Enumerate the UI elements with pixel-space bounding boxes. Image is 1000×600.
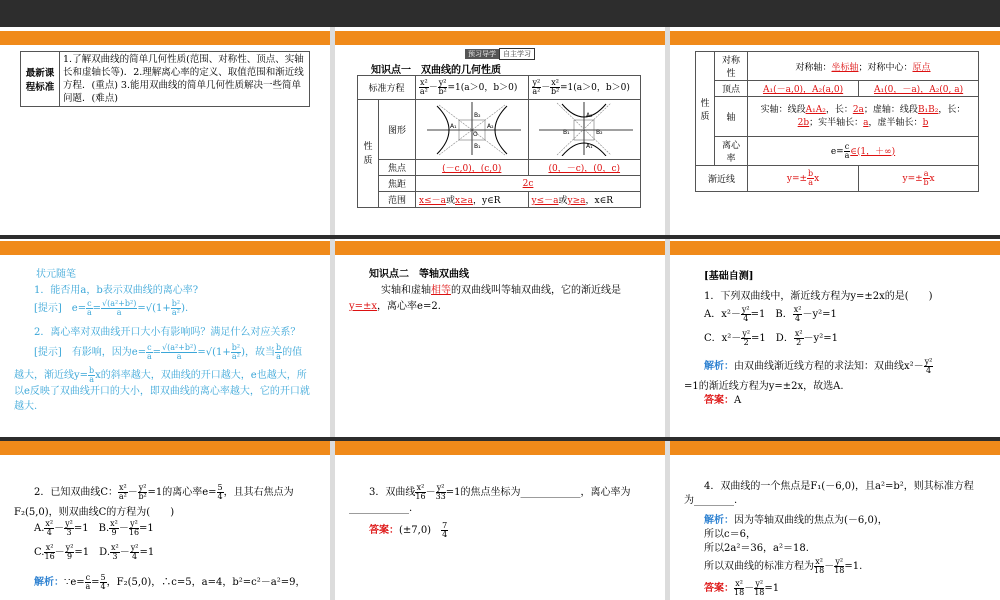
svg-text:A₁: A₁ — [449, 123, 457, 130]
tag-self-study: 自主学习 — [499, 48, 535, 60]
ecc-label: 离心率 — [715, 137, 748, 166]
slide-question-3[interactable] — [335, 441, 665, 600]
question-4-cont: 为________. — [684, 495, 738, 506]
hyperbola-vertical-graph — [529, 100, 639, 156]
sym-label: 对称性 — [715, 52, 748, 81]
slide-self-test-1[interactable] — [670, 241, 1000, 437]
answer-1: 答案：A — [704, 395, 742, 406]
equilateral-def-line2: y=±x，离心率e=2. — [349, 301, 441, 312]
notes-title: 状元随笔 — [36, 269, 76, 280]
svg-text:O: O — [472, 131, 478, 138]
prop-label: 性质 — [696, 52, 715, 166]
slide-header-bar — [335, 441, 665, 455]
slide-header-bar — [335, 241, 665, 255]
svg-text:B₁: B₁ — [473, 143, 481, 150]
self-test-title: [基础自测] — [704, 271, 754, 282]
solution-4-line3: 所以2a²＝36，a²＝18. — [704, 543, 809, 554]
hyperbola-horizontal-graph — [417, 100, 527, 156]
slide-header-bar — [335, 31, 665, 45]
note-question-1: 1．能否用a，b表示双曲线的离心率? — [34, 285, 199, 296]
solution-1-cont: =1的渐近线方程为y=±2x，故选A. — [684, 381, 844, 392]
std-eq-1: $\frac{\text{x²}}{\text{a²}}$ － $\frac{\text{y²}}{\text{b²}}$ =1(a＞0，b＞0) — [416, 76, 529, 100]
asym-label: 渐近线 — [696, 166, 748, 192]
options-cd: C. $\frac{\text{x²}}{16}$ － $\frac{\text{y²}}{9}$ =1 D. $\frac{\text{x²}}{3}$ － $\frac{\text{y²}}{4}$ =1 — [34, 543, 155, 561]
question-4: 4．双曲线的一个焦点是F₁(－6,0)，且a²=b²，则其标准方程 — [704, 481, 974, 492]
vertex-horizontal: A₁(－a,0)，A₂(a,0) — [748, 81, 859, 97]
solution-1: 解析：由双曲线渐近线方程的求法知：双曲线x²－ $\frac{\text{y²}}{4}$ — [704, 357, 933, 375]
note-answer-1: [提示] e= $\frac{c}{a}$ = $\frac{\text{√(a²+b²)}}{a}$ =√(1+ $\frac{\text{b²}}{\text{a²}}$ ). — [34, 299, 189, 317]
vertex-vertical: A₁(0，－a)，A₂(0, a) — [859, 81, 979, 97]
standard-label: 最新课程标准 — [21, 52, 60, 107]
question-3: 3．双曲线 $\frac{\text{x²}}{16}$ － $\frac{\text{y²}}{33}$ =1的焦点坐标为____________，离心率为 — [369, 483, 631, 501]
graph-vertical — [528, 100, 641, 160]
axis-value: 实轴：线段A₁A₂，长：2a；虚轴：线段B₁B₂，长：2b；实半轴长：a，虚半轴长：b — [748, 97, 979, 137]
focus-horizontal: (－c,0)，(c,0) — [416, 160, 529, 176]
svg-text:B₂: B₂ — [473, 112, 481, 119]
solution-4-line1: 解析：因为等轴双曲线的焦点为(－6,0)， — [704, 515, 888, 526]
slide-header-bar — [670, 241, 1000, 255]
focal-value: 2c — [416, 176, 641, 192]
standard-text: 1.了解双曲线的简单几何性质(范围、对称性、顶点、实轴长和虚轴长等)．2.理解离心率的定义、取值范围和渐近线方程．(重点) 3.能用双曲线的简单几何性质解决一些简单问题．(难点) — [60, 52, 310, 107]
sym-value: 对称轴：坐标轴；对称中心：原点 — [748, 52, 979, 81]
slide-question-2[interactable] — [0, 441, 330, 600]
slide-header-bar — [0, 241, 330, 255]
slide-notes[interactable] — [0, 241, 330, 437]
prop-label: 性质 — [358, 100, 379, 208]
std-eq-2: $\frac{\text{y²}}{\text{a²}}$ － $\frac{\text{x²}}{\text{b²}}$ =1(a＞0，b＞0) — [528, 76, 641, 100]
asym-vertical: y=± $\frac{a}{b}$ x — [859, 166, 979, 192]
property-table — [357, 75, 641, 208]
svg-text:A₂: A₂ — [486, 123, 494, 130]
answer-3: 答案：(±7,0) $\frac{7}{4}$ — [369, 521, 448, 539]
row-divider — [0, 235, 1000, 239]
options-cd: C．x²－ $\frac{\text{y²}}{2}$ =1 D． $\frac{\text{x²}}{2}$ －y²=1 — [704, 329, 838, 347]
question-1: 1．下列双曲线中，渐近线方程为y=±2x的是( ) — [704, 291, 933, 302]
tag-preview: 预习导学 — [465, 49, 499, 59]
standard-table — [20, 51, 310, 107]
question-2-cont: F₂(5,0)，则双曲线C的方程为( ) — [14, 507, 175, 518]
solution-4-line2: 所以c＝6， — [704, 529, 756, 540]
question-2: 2．已知双曲线C： $\frac{\text{x²}}{\text{a²}}$ － $\frac{\text{y²}}{\text{b²}}$ =1的离心率e= $\frac{5}{4}$ ，且其右焦点为 — [34, 483, 294, 501]
answer-4: 答案： $\frac{\text{x²}}{18}$ － $\frac{\text{y²}}{18}$ =1 — [704, 579, 780, 597]
note-question-2: 2．离心率对双曲线开口大小有影响吗？满足什么对应关系？ — [34, 327, 301, 338]
svg-text:A₁: A₁ — [586, 143, 593, 150]
question-3-blank: ____________. — [349, 503, 413, 514]
slide-header-bar — [0, 441, 330, 455]
slide-header-bar — [670, 441, 1000, 455]
axis-label: 轴 — [715, 97, 748, 137]
property-table-2 — [695, 51, 979, 192]
knowledge-title-2: 知识点二 等轴双曲线 — [369, 269, 469, 280]
solution-4-line4: 所以双曲线的标准方程为 $\frac{\text{x²}}{18}$ － $\frac{\text{y²}}{18}$ =1. — [704, 557, 863, 575]
knowledge-title: 知识点一 双曲线的几何性质 — [371, 65, 501, 76]
svg-text:A₂: A₂ — [586, 112, 593, 119]
range-horizontal: x≤－a或x≥a，y∈R — [416, 192, 529, 208]
asym-horizontal: y=± $\frac{b}{a}$ x — [748, 166, 859, 192]
equilateral-def-line1: 实轴和虚轴相等的双曲线叫等轴双曲线，它的渐近线是 — [381, 285, 621, 296]
note-answer-2-cont: 越大，渐近线y= $\frac{b}{a}$ x的斜率越大，双曲线的开口越大，e也越大，所以e反映了双曲线开口的大小，即双曲线的离心率越大，它的开口就越大. — [14, 366, 310, 412]
slide-hyperbola-properties-cont[interactable] — [670, 31, 1000, 235]
svg-text:B₂: B₂ — [596, 129, 603, 136]
range-vertical: y≤－a或y≥a，x∈R — [528, 192, 641, 208]
note-answer-2: [提示] 有影响，因为e= $\frac{c}{a}$ = $\frac{\text{√(a²+b²)}}{a}$ =√(1+ $\frac{\text{b²}}{\text{a²}}$ )，故当 $\frac{b}{a}$ 的值 — [34, 343, 303, 361]
focus-label: 焦点 — [379, 160, 416, 176]
svg-text:B₁: B₁ — [563, 129, 570, 136]
options-ab: A. $\frac{\text{x²}}{4}$ － $\frac{\text{y²}}{3}$ =1 B. $\frac{\text{x²}}{9}$ － $\frac{\text{y²}}{16}$ =1 — [34, 519, 154, 537]
slide-equilateral-hyperbola[interactable] — [335, 241, 665, 437]
top-bar — [0, 0, 1000, 27]
slide-header-bar — [670, 31, 1000, 45]
section-tag — [465, 48, 535, 60]
focus-vertical: (0，－c)，(0，c) — [528, 160, 641, 176]
slide-hyperbola-properties[interactable] — [335, 31, 665, 235]
focal-label: 焦距 — [379, 176, 416, 192]
range-label: 范围 — [379, 192, 416, 208]
std-eq-label: 标准方程 — [358, 76, 416, 100]
vertex-label: 顶点 — [715, 81, 748, 97]
options-ab: A．x²－ $\frac{\text{y²}}{4}$ =1 B． $\frac{\text{x²}}{4}$ －y²=1 — [704, 305, 837, 323]
graph-horizontal — [416, 100, 529, 160]
slide-course-standard[interactable] — [0, 31, 330, 235]
graph-label: 图形 — [379, 100, 416, 160]
solution-2: 解析：∵e= $\frac{c}{a}$ = $\frac{5}{4}$ ，F₂(5,0)，∴c=5，a=4，b²=c²－a²=9， — [34, 573, 306, 591]
slide-header-bar — [0, 31, 330, 45]
ecc-value: e= $\frac{c}{a}$ ∈(1，＋∞) — [748, 137, 979, 166]
slide-question-4[interactable] — [670, 441, 1000, 600]
